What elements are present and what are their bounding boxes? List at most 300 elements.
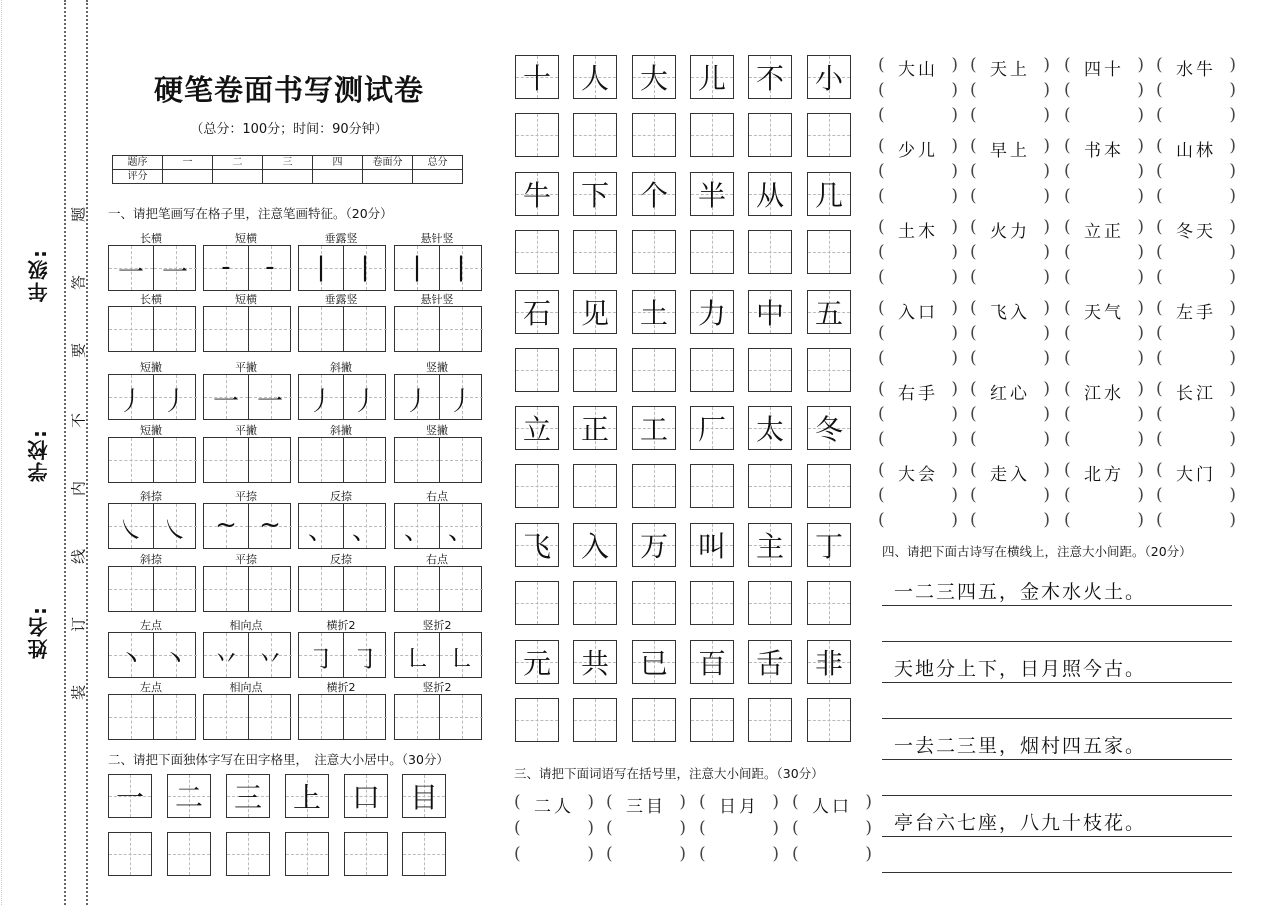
word-paren-blank[interactable] [1064,80,1144,102]
section-4-heading: 四、请把下面古诗写在横线上，注意大小间距。（20分） [882,544,1192,559]
char-example-cell [807,640,851,684]
binding-char: 答 [69,275,88,291]
left-paren: ( [1064,510,1071,530]
score-table [112,155,463,184]
char-practice-cell[interactable] [807,230,851,274]
char-practice-cell[interactable] [748,348,792,392]
char-practice-cell[interactable] [632,698,676,742]
word-paren-blank[interactable] [1156,323,1236,345]
left-paren: ( [1156,136,1163,156]
word-paren-blank[interactable] [514,844,594,866]
score-table-row [113,170,463,184]
char-example-cell [807,406,851,450]
left-paren: ( [970,298,977,318]
right-paren: ) [1043,510,1050,530]
word-paren-blank[interactable] [970,267,1050,289]
left-paren: ( [970,242,977,262]
word-paren-blank[interactable] [1156,348,1236,370]
char-example-cell [515,55,559,99]
right-paren: ) [951,404,958,424]
stroke-name-label: 竖折2 [422,619,452,632]
word-paren-blank[interactable] [1064,404,1144,426]
word-paren-blank[interactable] [1156,186,1236,208]
word-paren-blank[interactable] [878,186,958,208]
stroke-glyph: 一 [212,387,239,417]
word-paren-blank[interactable] [878,105,958,127]
stroke-practice-box[interactable] [203,306,291,352]
word-paren-blank[interactable] [1064,161,1144,183]
stroke-glyph: 、 [351,516,378,546]
grid-char: 小 [814,62,843,95]
word-paren-blank[interactable] [1064,429,1144,451]
right-paren: ) [865,818,872,838]
word-paren-blank[interactable] [970,429,1050,451]
word-paren-blank[interactable] [1156,105,1236,127]
single-char: 二 [174,781,203,814]
right-paren: ) [951,186,958,206]
right-paren: ) [1137,485,1144,505]
right-paren: ) [1229,429,1236,449]
right-paren: ) [951,298,958,318]
word-paren-blank[interactable] [1064,242,1144,264]
word-paren-blank[interactable] [970,161,1050,183]
char-practice-cell[interactable] [807,113,851,157]
school-label: 学校: [27,428,51,482]
stroke-practice-box[interactable] [298,437,386,483]
word-paren-blank[interactable] [970,404,1050,426]
paren-word: 火力 [990,222,1030,242]
char-practice-cell[interactable] [748,230,792,274]
char-practice-cell[interactable] [515,348,559,392]
writing-line[interactable] [882,759,1232,760]
word-paren-blank[interactable] [1064,267,1144,289]
right-paren: ) [1043,267,1050,287]
stroke-practice-box[interactable] [394,306,482,352]
stroke-example-box [298,245,386,291]
grid-char: 共 [580,647,609,680]
word-paren-blank[interactable] [1064,348,1144,370]
stroke-example-box [203,632,291,678]
word-paren-blank[interactable] [1064,485,1144,507]
char-example-cell [748,172,792,216]
word-paren-blank[interactable] [878,80,958,102]
left-paren: ( [1156,267,1163,287]
word-paren-blank[interactable] [970,323,1050,345]
grid-half [248,567,292,611]
left-paren: ( [970,429,977,449]
stroke-glyph: - [265,252,275,282]
single-char-practice-cell[interactable] [402,832,446,876]
left-paren: ( [878,80,885,100]
stroke-name-label: 左点 [140,681,162,694]
left-paren: ( [970,485,977,505]
char-practice-cell[interactable] [573,698,617,742]
single-char-practice-cell[interactable] [167,832,211,876]
left-paren: ( [970,55,977,75]
right-paren: ) [951,323,958,343]
stroke-practice-box[interactable] [203,437,291,483]
word-paren-blank[interactable] [1156,485,1236,507]
poem-line-text: 天地分上下，日月照今古。 [894,658,1147,680]
left-paren: ( [878,298,885,318]
grid-char: 太 [755,413,784,446]
char-practice-cell[interactable] [515,113,559,157]
left-paren: ( [970,217,977,237]
grid-char: 儿 [697,62,726,95]
word-paren-blank[interactable] [1156,429,1236,451]
char-practice-cell[interactable] [807,581,851,625]
left-paren: ( [1156,404,1163,424]
left-paren: ( [970,510,977,530]
left-paren: ( [878,217,885,237]
stroke-practice-box[interactable] [108,566,196,612]
writing-line[interactable] [882,641,1232,642]
word-paren-blank[interactable] [1156,510,1236,532]
stroke-glyph: 丿 [117,387,144,417]
char-practice-cell[interactable] [748,113,792,157]
right-paren: ) [1137,429,1144,449]
stroke-practice-box[interactable] [394,566,482,612]
char-practice-cell[interactable] [573,113,617,157]
writing-line[interactable] [882,682,1232,683]
right-paren: ) [1229,217,1236,237]
char-practice-cell[interactable] [690,230,734,274]
writing-line[interactable] [882,718,1232,719]
grid-half [343,307,387,351]
word-paren-blank[interactable] [878,429,958,451]
right-paren: ) [1137,242,1144,262]
writing-line[interactable] [882,605,1232,606]
right-paren: ) [679,844,686,864]
single-char-practice-cell[interactable] [226,832,270,876]
char-practice-cell[interactable] [515,581,559,625]
word-paren [878,136,958,161]
stroke-name-label: 短横 [235,293,257,306]
right-paren: ) [951,242,958,262]
word-paren-blank[interactable] [1156,267,1236,289]
left-paren: ( [1064,161,1071,181]
single-char-practice-cell[interactable] [108,832,152,876]
char-practice-cell[interactable] [807,348,851,392]
left-paren: ( [514,818,521,838]
stroke-glyph: 一 [117,258,144,288]
word-paren-blank[interactable] [792,818,872,840]
word-paren [970,379,1050,404]
grid-char: 百 [697,647,726,680]
char-practice-cell[interactable] [807,698,851,742]
stroke-glyph: ㇆ [307,645,334,675]
char-practice-cell[interactable] [690,698,734,742]
char-practice-cell[interactable] [690,581,734,625]
word-paren [1156,217,1236,242]
stroke-glyph: ㇏ [117,516,144,546]
left-paren: ( [1156,348,1163,368]
stroke-practice-box[interactable] [203,566,291,612]
char-practice-cell[interactable] [632,113,676,157]
paren-word: 土木 [898,222,938,242]
char-practice-cell[interactable] [515,230,559,274]
char-practice-cell[interactable] [807,464,851,508]
word-paren-blank[interactable] [878,161,958,183]
grid-char: 从 [755,179,784,212]
grid-half [248,307,292,351]
left-paren: ( [514,792,521,812]
word-paren-blank[interactable] [878,348,958,370]
word-paren-blank[interactable] [1156,80,1236,102]
char-practice-cell[interactable] [632,464,676,508]
word-paren-blank[interactable] [970,348,1050,370]
right-paren: ) [951,460,958,480]
stroke-example-box [298,374,386,420]
word-paren-blank[interactable] [1064,510,1144,532]
right-paren: ) [1137,460,1144,480]
stroke-practice-box[interactable] [298,566,386,612]
right-paren: ) [1229,105,1236,125]
left-paren: ( [1064,80,1071,100]
right-paren: ) [1229,298,1236,318]
grid-half [439,695,483,739]
left-paren: ( [970,267,977,287]
grid-char: 半 [697,179,726,212]
stroke-example-box [394,632,482,678]
char-example-cell [690,55,734,99]
word-paren [970,298,1050,323]
grid-half [343,695,387,739]
left-paren: ( [878,404,885,424]
grid-char: 不 [755,62,784,95]
word-paren-blank[interactable] [970,105,1050,127]
right-paren: ) [772,792,779,812]
char-example-cell [807,523,851,567]
right-paren: ) [1043,161,1050,181]
right-paren: ) [1043,80,1050,100]
char-practice-cell[interactable] [515,698,559,742]
score-input-cell[interactable] [313,170,363,184]
score-table-row [113,156,463,170]
right-paren: ) [1137,323,1144,343]
char-example-cell [632,406,676,450]
word-paren-blank[interactable] [878,242,958,264]
score-cell: 三 [263,156,313,170]
right-paren: ) [951,80,958,100]
word-paren-blank[interactable] [699,818,779,840]
char-practice-cell[interactable] [573,581,617,625]
stroke-practice-box[interactable] [394,437,482,483]
word-paren-blank[interactable] [792,844,872,866]
char-practice-cell[interactable] [632,348,676,392]
right-paren: ) [951,510,958,530]
word-paren-blank[interactable] [970,485,1050,507]
word-paren-blank[interactable] [878,404,958,426]
word-paren-blank[interactable] [970,80,1050,102]
word-paren-blank[interactable] [514,818,594,840]
char-practice-cell[interactable] [573,230,617,274]
writing-line[interactable] [882,836,1232,837]
left-paren: ( [1064,323,1071,343]
right-paren: ) [1229,323,1236,343]
char-practice-cell[interactable] [573,464,617,508]
left-paren: ( [1064,136,1071,156]
word-paren-blank[interactable] [699,844,779,866]
grid-char: 入 [580,530,609,563]
word-paren-blank[interactable] [1156,404,1236,426]
left-paren: ( [970,161,977,181]
stroke-practice-box[interactable] [108,694,196,740]
char-practice-cell[interactable] [632,230,676,274]
left-paren: ( [1064,429,1071,449]
score-input-cell[interactable] [363,170,413,184]
paren-word: 人口 [812,797,852,817]
right-paren: ) [1137,161,1144,181]
grid-char: 几 [814,179,843,212]
left-paren: ( [792,844,799,864]
right-paren: ) [951,348,958,368]
grid-half [204,307,248,351]
grid-half [395,438,439,482]
paren-word: 飞入 [990,303,1030,323]
stroke-glyph: | [412,252,422,282]
stroke-name-label: 相向点 [229,619,263,632]
left-paren: ( [1156,460,1163,480]
char-example-cell [573,640,617,684]
char-practice-cell[interactable] [690,113,734,157]
char-example-cell [632,290,676,334]
right-paren: ) [1137,105,1144,125]
word-paren [1064,298,1144,323]
section-3-heading: 三、请把下面词语写在括号里，注意大小间距。（30分） [514,766,824,781]
right-paren: ) [865,844,872,864]
stroke-name-label: 平撇 [235,424,257,437]
char-example-cell [748,640,792,684]
stroke-glyph: 一 [256,387,283,417]
stroke-example-box [203,503,291,549]
stroke-practice-box[interactable] [298,306,386,352]
word-paren-blank[interactable] [970,510,1050,532]
word-paren-blank[interactable] [1064,323,1144,345]
paren-word: 早上 [990,141,1030,161]
left-paren: ( [699,792,706,812]
word-paren-blank[interactable] [606,844,686,866]
binding-dotted-line [64,0,66,905]
right-paren: ) [1229,136,1236,156]
single-char-example-cell [285,774,329,818]
paren-word: 立正 [1084,222,1124,242]
word-paren-blank[interactable] [1064,105,1144,127]
left-paren: ( [878,323,885,343]
score-cell: 四 [313,156,363,170]
word-paren [878,460,958,485]
word-paren-blank[interactable] [606,818,686,840]
left-paren: ( [1064,460,1071,480]
stroke-glyph: ㇏ [161,516,188,546]
stroke-glyph: 、 [447,516,474,546]
word-paren-blank[interactable] [878,323,958,345]
stroke-name-label: 垂露竖 [324,293,358,306]
left-paren: ( [1156,217,1163,237]
word-paren-blank[interactable] [1156,242,1236,264]
word-paren [878,379,958,404]
word-paren-blank[interactable] [1064,186,1144,208]
stroke-example-box [394,245,482,291]
stroke-name-label: 右点 [426,553,448,566]
score-cell: 题序 [113,156,163,170]
left-paren: ( [1156,323,1163,343]
stroke-name-label: 短撇 [140,361,162,374]
grid-half [395,567,439,611]
char-practice-cell[interactable] [573,348,617,392]
char-practice-cell[interactable] [515,464,559,508]
word-paren-blank[interactable] [1156,161,1236,183]
word-paren-blank[interactable] [970,242,1050,264]
single-char-practice-cell[interactable] [285,832,329,876]
right-paren: ) [587,792,594,812]
stroke-practice-box[interactable] [108,437,196,483]
word-paren [1064,217,1144,242]
word-paren [878,55,958,80]
right-paren: ) [1137,267,1144,287]
writing-line[interactable] [882,872,1232,873]
char-practice-cell[interactable] [748,581,792,625]
single-char-practice-cell[interactable] [344,832,388,876]
char-practice-cell[interactable] [748,464,792,508]
stroke-practice-box[interactable] [203,694,291,740]
word-paren-blank[interactable] [878,510,958,532]
char-example-cell [632,640,676,684]
left-paren: ( [606,818,613,838]
word-paren [1064,55,1144,80]
right-paren: ) [1137,379,1144,399]
score-input-cell[interactable] [213,170,263,184]
grid-half [439,567,483,611]
grid-char: 正 [580,413,609,446]
char-practice-cell[interactable] [690,464,734,508]
stroke-practice-box[interactable] [108,306,196,352]
stroke-example-box [203,374,291,420]
score-input-cell[interactable] [413,170,463,184]
grid-half [204,438,248,482]
score-input-cell[interactable] [163,170,213,184]
score-input-cell[interactable] [263,170,313,184]
right-paren: ) [1137,186,1144,206]
stroke-practice-box[interactable] [394,694,482,740]
grid-half [395,695,439,739]
stroke-name-label: 短撇 [140,424,162,437]
char-practice-cell[interactable] [690,348,734,392]
left-paren: ( [1156,429,1163,449]
char-practice-cell[interactable] [748,698,792,742]
char-practice-cell[interactable] [632,581,676,625]
word-paren-blank[interactable] [878,267,958,289]
left-paren: ( [1156,105,1163,125]
word-paren-blank[interactable] [970,186,1050,208]
char-example-cell [573,55,617,99]
left-paren: ( [514,844,521,864]
stroke-name-label: 平捺 [235,490,257,503]
left-paren: ( [1064,267,1071,287]
writing-line[interactable] [882,795,1232,796]
stroke-name-label: 横折2 [326,619,356,632]
right-paren: ) [1137,404,1144,424]
left-paren: ( [1156,298,1163,318]
right-paren: ) [587,818,594,838]
left-paren: ( [1156,55,1163,75]
char-example-cell [748,406,792,450]
word-paren-blank[interactable] [878,485,958,507]
single-char-example-cell [344,774,388,818]
stroke-practice-box[interactable] [298,694,386,740]
char-example-cell [515,172,559,216]
right-paren: ) [1229,404,1236,424]
